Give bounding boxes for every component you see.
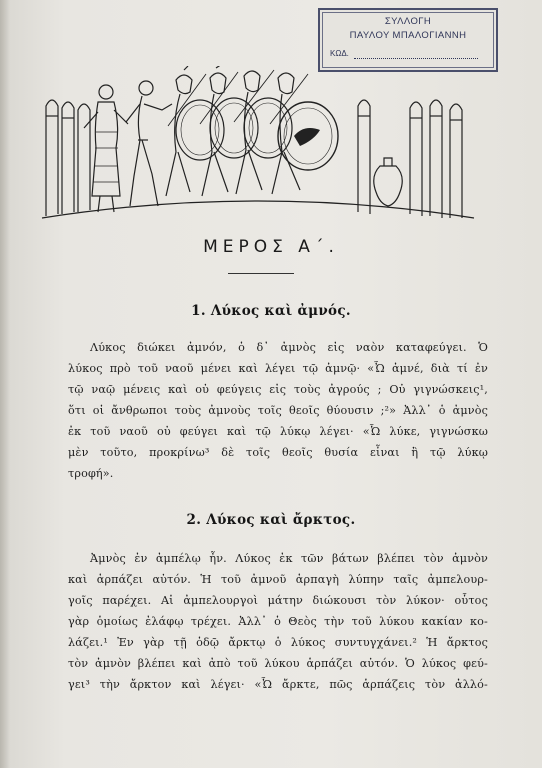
section-title-1: 1. Λύκος καὶ ἀμνός. (191, 303, 351, 319)
title-rule (228, 273, 294, 274)
section-title-2: 2. Λύκος καὶ ἄρκτος. (186, 512, 356, 528)
text-line: μὲν τοῦτο, προκρίνω³ δὲ τοῖς θεοῖς θυσία εἶναι ἢ τῷ λύκῳ (68, 446, 488, 459)
stamp-line-1: ΣΥΛΛΟΓΗ (384, 16, 432, 27)
page-fold-shadow (0, 0, 10, 768)
text-line: Ἀμνὸς ἐν ἀμπέλῳ ἦν. Λύκος ἐκ τῶν βάτων βλέπει τὸν ἀμνὸν (90, 552, 488, 565)
greek-warriors-illustration (38, 66, 478, 226)
text-line: καὶ ἁρπάζει αὐτόν. Ἡ τοῦ ἀμνοῦ ἁρπαγὴ λύπην ταῖς ἀμπελουρ- (68, 573, 488, 586)
text-line: γει³ τὴν ἄρκτον καὶ λέγει· «Ὦ ἄρκτε, πῶς ἁρπάζεις τὸν ἀλλό- (68, 678, 488, 691)
text-line: τὸν ἀμνὸν βλέπει καὶ ἀπὸ τοῦ λύκου ἁρπάζει αὐτόν. Ὁ λύκος φεύ- (68, 657, 488, 670)
text-line: ὅτι οἱ ἄνθρωποι τοὺς ἀμνοὺς τοῖς θεοῖς θύουσιν ;²» Ἀλλ᾿ ὁ ἀμνὸς (68, 404, 488, 417)
text-line: ἐκ τοῦ ναοῦ οὐ φεύγει καὶ τῷ λύκῳ λέγει· «Ὦ λύκε, γιγνώσκω (68, 425, 488, 438)
text-line: Λύκος διώκει ἀμνόν, ὁ δ᾿ ἀμνὸς εἰς ναὸν καταφεύγει. Ὁ (90, 341, 488, 354)
text-line: τροφή». (68, 467, 114, 480)
stamp-code-line (354, 58, 478, 59)
fable-1-text (68, 337, 488, 484)
part-title: ΜΕΡΟΣ Α΄. (203, 237, 339, 257)
text-line: τῷ ναῷ μένεις καὶ οὐ φεύγεις εἰς τοὺς ἀγρούς ; Οὐ γιγνώσκεις¹, (68, 383, 488, 396)
collection-stamp (318, 8, 498, 72)
fable-2-text (68, 548, 488, 695)
stamp-line-2: ΠΑΥΛΟΥ ΜΠΑΛΟΓΙΑΝΝΗ (349, 30, 467, 41)
stamp-code-label: ΚΩΔ. (330, 49, 349, 58)
text-line: γοῖς παρέχει. Αἱ ἀμπελουργοὶ μάτην διώκουσι τὸν λύκον· οὗτος (68, 594, 488, 607)
text-line: λάζει.¹ Ἐν γὰρ τῇ ὁδῷ ἄρκτῳ ὁ λύκος συντυγχάνει.² Ἡ ἄρκτος (68, 636, 488, 649)
text-line: λύκος πρὸ τοῦ ναοῦ μένει καὶ λέγει τῷ ἀμνῷ· «Ὦ ἀμνέ, διὰ τί ἐν (68, 362, 488, 375)
text-line: γὰρ ὁμοίως ἐλάφῳ τρέχει. Ἀλλ᾿ ὁ Θεὸς τὴν τοῦ λύκου κακίαν κο- (68, 615, 488, 628)
